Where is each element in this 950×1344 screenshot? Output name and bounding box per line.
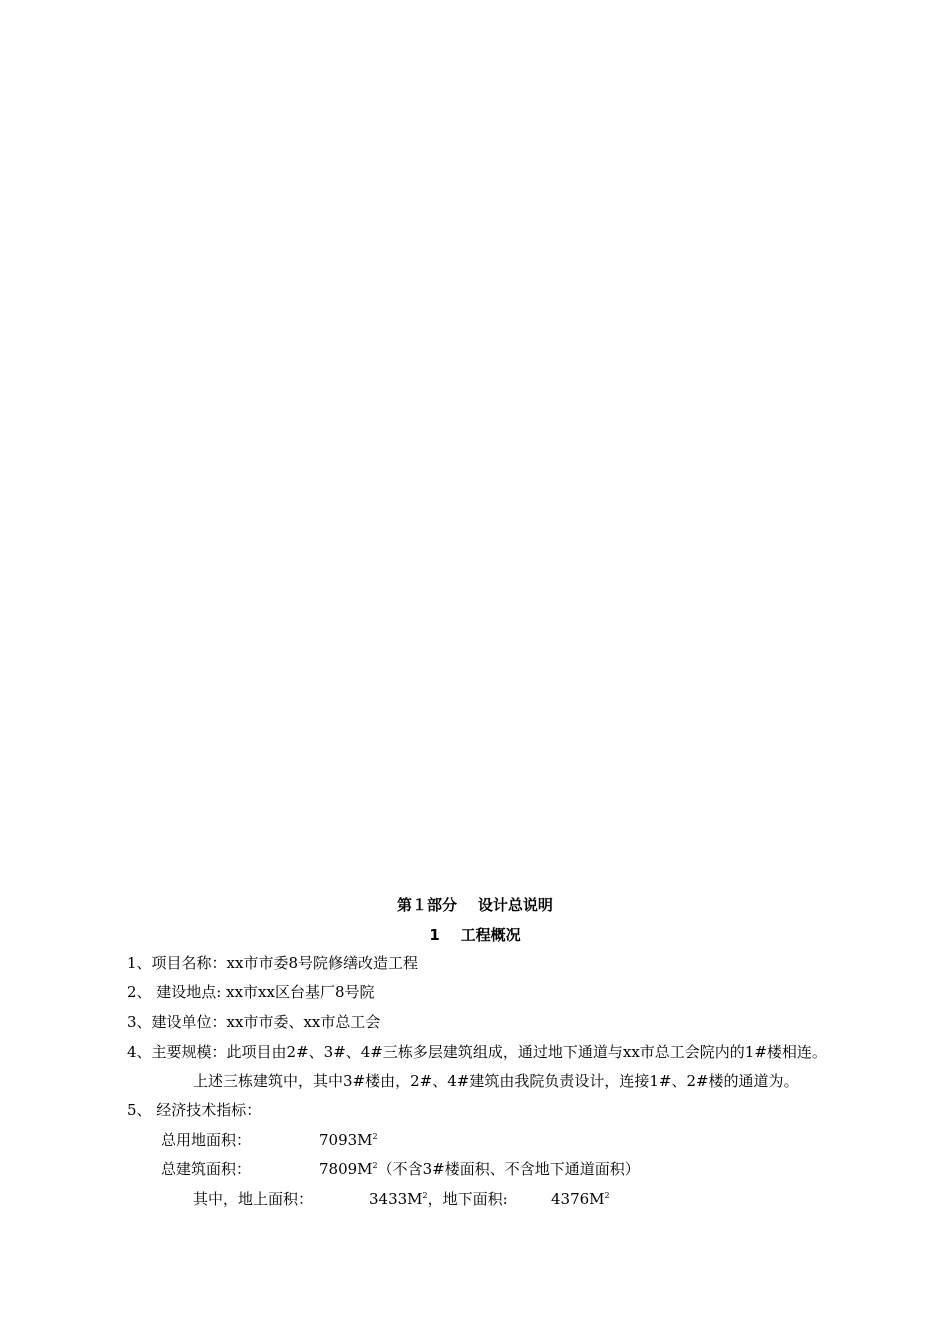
building-area-value: $7809M^2$（不含3#楼面积、不含地下通道面积） <box>319 1160 640 1178</box>
item-builder: 3、建设单位：xx市市委、xx市总工会 <box>127 1013 381 1031</box>
below-ground-label: ，地下面积: <box>427 1190 508 1208</box>
item-project-name: 1、项目名称：xx市市委8号院修缮改造工程 <box>127 954 419 972</box>
item-indicators: 5、 经济技术指标： <box>127 1101 262 1119</box>
below-ground-value: $4376M^2$ <box>551 1190 610 1208</box>
section-title: 1 工程概况 <box>429 926 521 944</box>
item-scale: 4、主要规模：此项目由2#、3#、4#三栋多层建筑组成，通过地下通道与xx市总工会院内的1#楼相连。 <box>127 1043 827 1061</box>
part-title: 第１部分 设计总说明 <box>397 896 553 914</box>
building-area-note: （不含3#楼面积、不含地下通道面积） <box>377 1160 640 1178</box>
above-ground-value: $3433M^2$，地下面积: <box>369 1190 508 1208</box>
item-location: 2、 建设地点: xx市xx区台基厂8号院 <box>127 983 375 1001</box>
item-scale-note: 上述三栋建筑中，其中3#楼由，2#、4#建筑由我院负责设计，连接1#、2#楼的通道为。 <box>193 1072 799 1090</box>
detail-label: 其中，地上面积： <box>193 1190 314 1208</box>
land-area-label: 总用地面积： <box>161 1131 252 1149</box>
building-area-label: 总建筑面积： <box>161 1160 252 1178</box>
land-area-value: $7093M^2$ <box>319 1131 378 1149</box>
